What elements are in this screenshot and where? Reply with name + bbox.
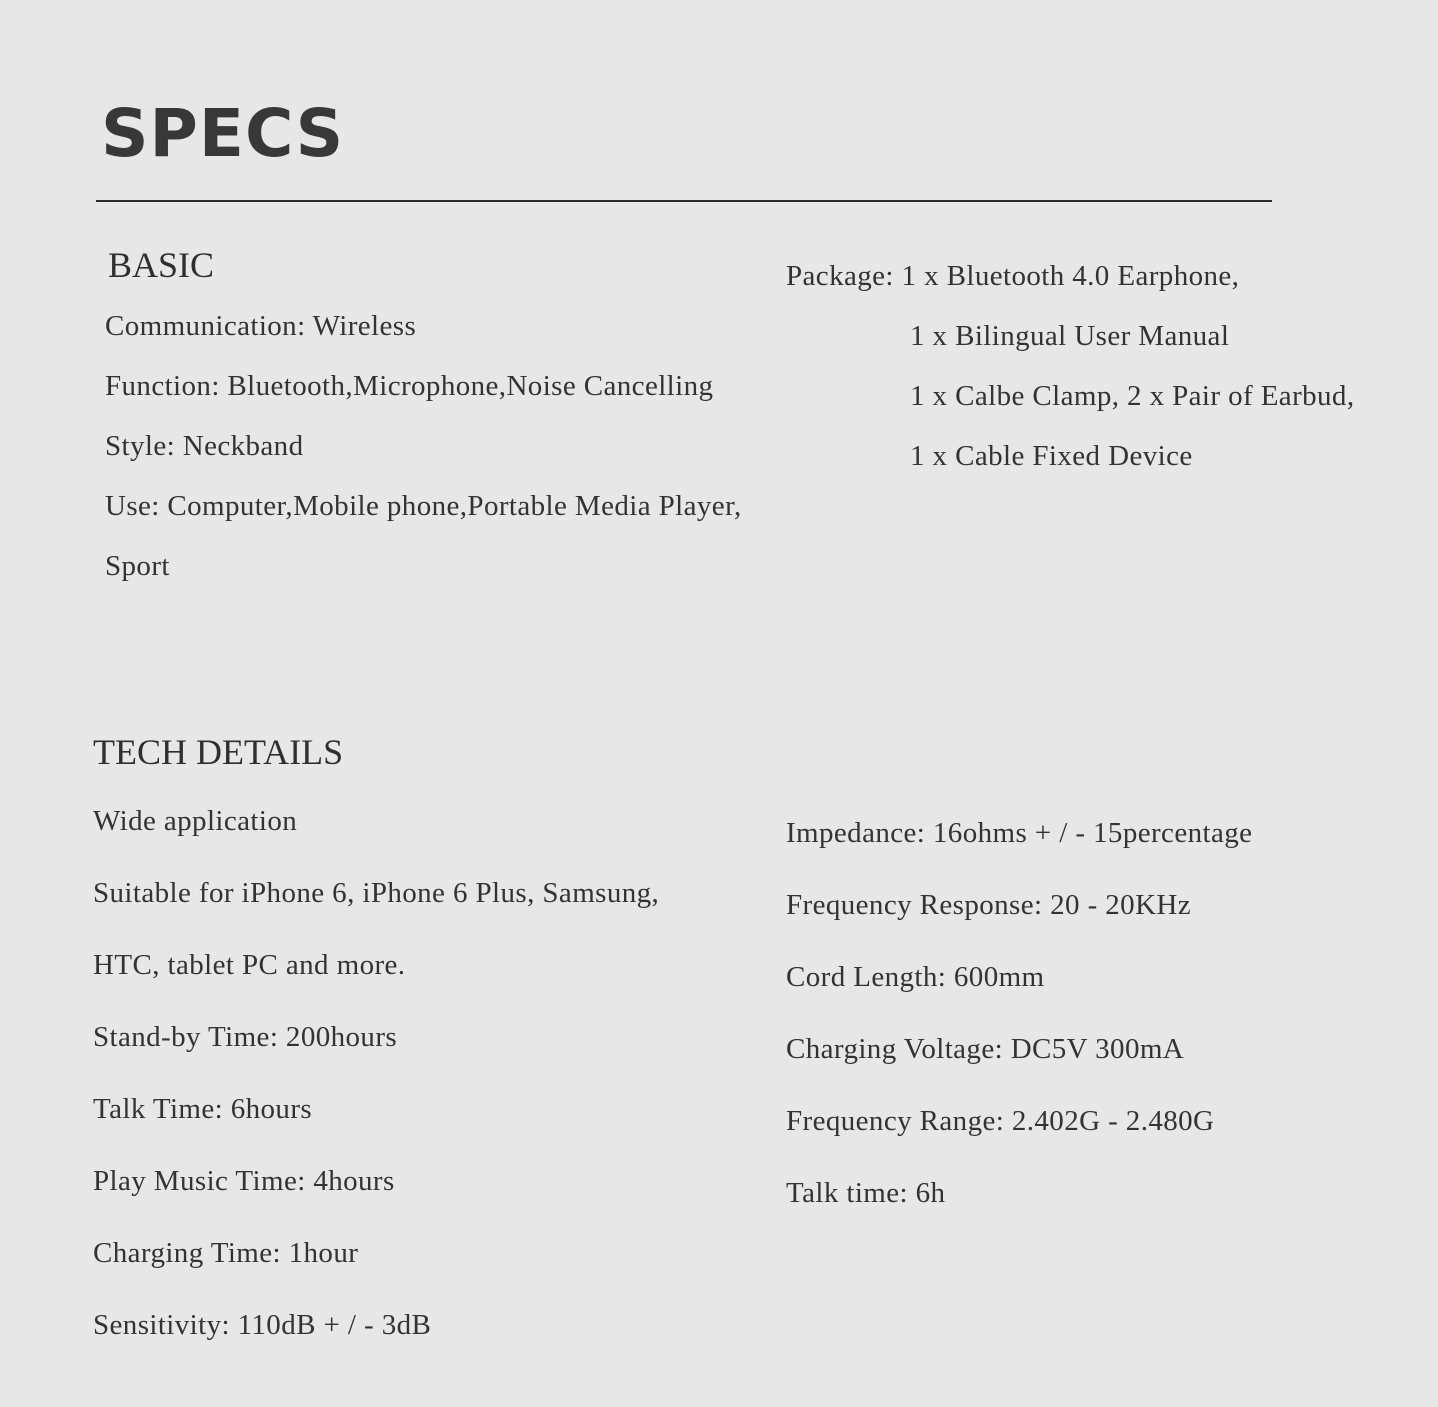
tech-spec-line: Frequency Response: 20 - 20KHz xyxy=(786,889,1192,921)
package-item: 1 x Calbe Clamp, 2 x Pair of Earbud, xyxy=(910,380,1355,412)
tech-spec-line: Play Music Time: 4hours xyxy=(93,1165,395,1197)
tech-spec-line: Sensitivity: 110dB + / - 3dB xyxy=(93,1309,432,1341)
tech-spec-line: Charging Voltage: DC5V 300mA xyxy=(786,1033,1185,1065)
tech-spec-line: Impedance: 16ohms + / - 15percentage xyxy=(786,817,1253,849)
tech-spec-line: Talk time: 6h xyxy=(786,1177,946,1209)
title-divider xyxy=(96,200,1272,202)
basic-use-continued: Sport xyxy=(105,550,170,582)
basic-use: Use: Computer,Mobile phone,Portable Media Player, xyxy=(105,490,742,522)
package-line: Package: 1 x Bluetooth 4.0 Earphone, xyxy=(786,260,1240,292)
tech-details-heading: TECH DETAILS xyxy=(93,732,344,772)
package-item: 1 x Bilingual User Manual xyxy=(910,320,1230,352)
basic-function: Function: Bluetooth,Microphone,Noise Cancelling xyxy=(105,370,714,402)
tech-spec-line: Stand-by Time: 200hours xyxy=(93,1021,398,1053)
tech-spec-line: Cord Length: 600mm xyxy=(786,961,1045,993)
page-title: SPECS xyxy=(101,95,345,172)
basic-style: Style: Neckband xyxy=(105,430,304,462)
basic-communication: Communication: Wireless xyxy=(105,310,417,342)
tech-spec-line: Wide application xyxy=(93,805,298,837)
tech-spec-line: Frequency Range: 2.402G - 2.480G xyxy=(786,1105,1215,1137)
tech-spec-line: Talk Time: 6hours xyxy=(93,1093,313,1125)
package-item: 1 x Cable Fixed Device xyxy=(910,440,1193,472)
basic-heading: BASIC xyxy=(108,245,215,285)
tech-spec-line: Charging Time: 1hour xyxy=(93,1237,359,1269)
tech-spec-line: Suitable for iPhone 6, iPhone 6 Plus, Samsung, xyxy=(93,877,660,909)
tech-spec-line: HTC, tablet PC and more. xyxy=(93,949,406,981)
